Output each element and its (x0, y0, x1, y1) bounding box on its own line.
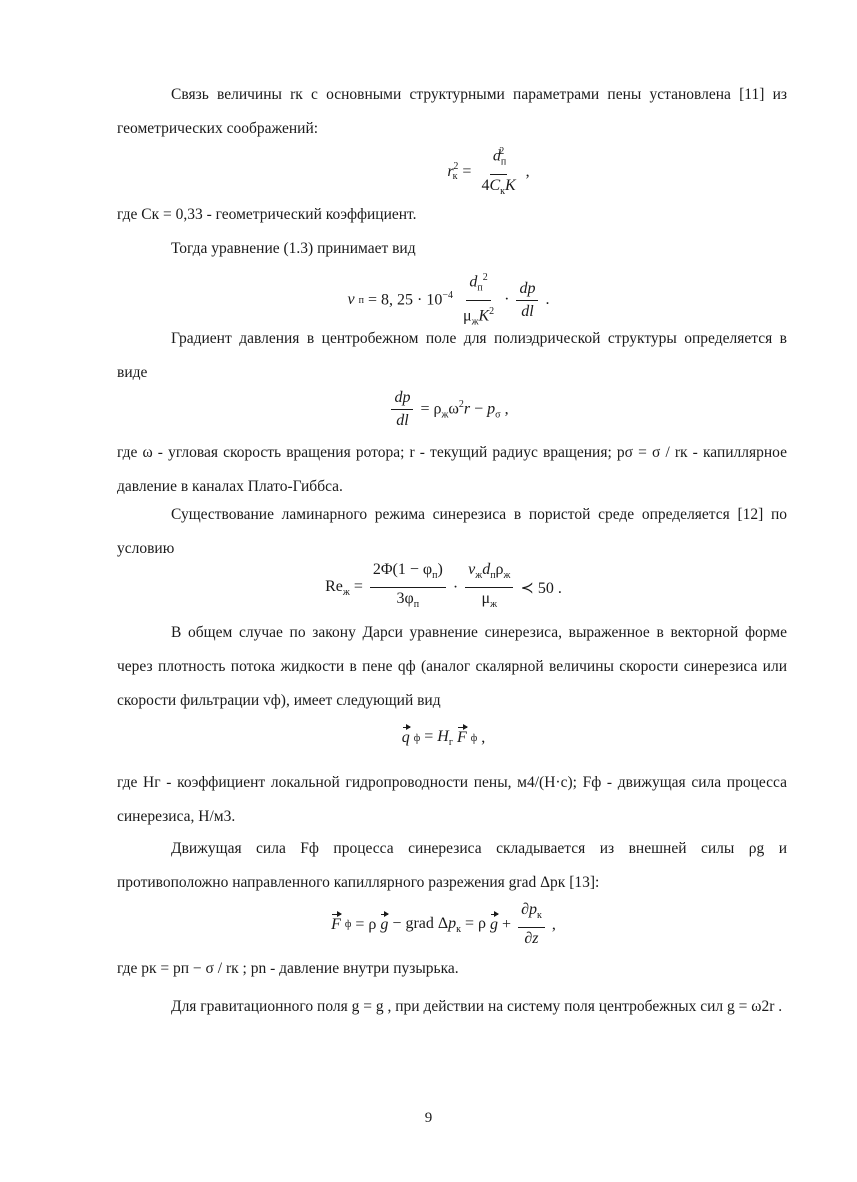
paragraph-3 (117, 232, 787, 266)
paragraph-8-text: где Hг - коэффициент локальной гидропроводности пены, м4/(Н·с); Fф - движущая сила процесса синерезиса, Н/м3. (117, 774, 787, 825)
equation-2: v п = 8, $25 \cdot 10^{-4}$ $\frac{d_п^2}{\mu_жK^2}$ · $\frac{dp}{dl}$ . (0, 268, 857, 332)
equation-1: r $_к$ 2 = $\frac{d_п^2}{4C_кK}$ , (0, 142, 857, 202)
paragraph-3-text: Тогда уравнение (1.3) принимает вид (171, 240, 416, 257)
paragraph-2 (117, 198, 787, 232)
equation-4: $Re_ж$ = $\frac{2\Phi(1 - \varphi_п)}{3\varphi_п}$ · $\frac{v_жd_п\rho_ж}{\mu_ж}$ ≺ 50 . (325, 561, 562, 611)
equation-3: $\frac{dp}{dl}$ = $\rho_ж\omega^2r - p_\sigma$ , (0, 388, 857, 431)
paragraph-11-text: Для гравитационного поля g = g , при действии на систему поля центробежных сил g = ω2r . (171, 998, 783, 1015)
paragraph-9-text: Движущая сила Fф процесса синерезиса складывается из внешней силы ρg и противоположно направленного капиллярного разрежения grad Δpк [13]: (117, 840, 787, 891)
paragraph-11 (117, 990, 787, 1024)
paragraph-1 (117, 78, 787, 146)
paragraph-9 (117, 832, 787, 900)
paragraph-8 (117, 766, 787, 834)
paragraph-6-text: Существование ламинарного режима синерезиса в пористой среде определяется [12] по условию (117, 506, 787, 557)
paragraph-10 (117, 952, 787, 986)
paragraph-10-text: где pк = pп − σ / rк ; pn - давление внутри пузырька. (117, 960, 459, 977)
paragraph-1-text: Связь величины rк с основными структурными параметрами пены установлена [11] из геометрических соображений: (117, 86, 787, 137)
equation-6: F ф = ρ g − grad $\Delta p_к = \rho$ g + $\frac{\partial p_к}{\partial z}$ , (331, 901, 556, 948)
paragraph-5 (117, 436, 787, 504)
equation-5: q ф = $H_г$ F ф , (401, 728, 486, 749)
paragraph-6 (117, 498, 787, 566)
paragraph-2-text: где Cк = 0,33 - геометрический коэффициент. (117, 206, 417, 223)
paragraph-4-text: Градиент давления в центробежном поле для полиэдрической структуры определяется в виде (117, 330, 787, 381)
paragraph-5-text: где ω - угловая скорость вращения ротора; r - текущий радиус вращения; pσ = σ / rк - капиллярное давление в каналах Плато-Гиббса. (117, 444, 787, 495)
paragraph-7-text: В общем случае по закону Дарси уравнение синерезиса, выраженное в векторной форме через плотность потока жидкости в пене qф (аналог скалярной величины скорости синерезиса или скорости фильтрации vф), имеет следующий вид (117, 624, 787, 709)
paragraph-7 (117, 616, 787, 718)
page-number: 9 (424, 1110, 433, 1126)
paragraph-4 (117, 322, 787, 390)
